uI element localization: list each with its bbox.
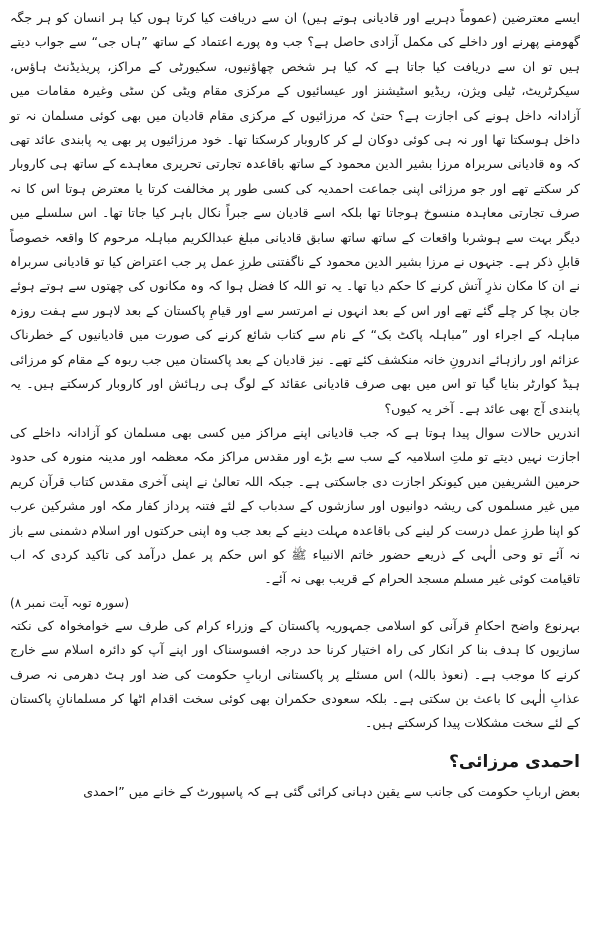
verse-reference: (سورہ توبہ آیت نمبر ۸) xyxy=(10,595,130,610)
paragraph-conditions: اندریں حالات سوال پیدا ہوتا ہے کہ جب قادیانی اپنے مراکز میں کسی بھی مسلمان کو آزادانہ داخلے کی اجازت نہیں دیتے تو ملتِ اسلامیہ کے سب سے بڑے اور مقدس مراکز مکہ معظمہ اور مدینہ منورہ کی حدود حرمین الشریفین میں کیونکر اجازت دی جاسکتی ہے۔ جبکہ اللہ تعالیٰ نے اپنی آخری مقدس کتاب قرآن کریم میں غیر مسلموں کی ریشہ دوانیوں اور سازشوں کے سدباب کے لئے فتنہ پرداز کفار مکہ اور مشرکین عرب کو اپنا طرزِ عمل درست کر لینے کی باقاعدہ مہلت دینے کے بعد جب وہ اپنی حرکتوں اور اسلام دشمنی سے باز نہ آئے تو وحی الٰہی کے ذریعے حضور خاتم الانبیاء ﷺ کو اس حکم پر عمل درآمد کی تاکید کردی کہ اب تاقیامت کوئی غیر مسلم مسجد الحرام کے قریب بھی نہ آئے۔ xyxy=(10,424,580,587)
paragraph-passport: بعض اربابِ حکومت کی جانب سے یقین دہانی کرائی گئی ہے کہ پاسپورٹ کے خانے میں ”احمدی xyxy=(83,783,580,799)
paragraph-intro: ایسے معترضین (عموماً دہریے اور قادیانی ہوتے ہیں) ان سے دریافت کیا کرتا ہوں کیا ہر انسان کو ہر جگہ گھومنے پھرنے اور داخلے کی مکمل آزادی حاصل ہے؟ جب وہ پورے اعتماد کے ساتھ ”ہاں جی“ سے جواب دیتے ہیں تو ان سے دریافت کیا جاتا ہے کہ کیا ہر شخص چھاؤنیوں، سکیورٹی کے مراکز، پریذیڈنٹ ہاؤس، سیکرٹریٹ، ٹیلی ویژن، ریڈیو اسٹیشنز اور عیسائیوں کے مرکزی مقام ویٹی کن سٹی وغیرہ مقامات میں آزادانہ داخل ہونے کی اجازت ہے؟ حتیٰ کہ مرزائیوں کے مرکزی مقام قادیان میں بھی کوئی مسلمان نہ تو داخل ہوسکتا تھا اور نہ ہی کوئی دوکان لے کر کاروبار کرسکتا تھا۔ خود مرزائیوں پر بھی یہ پابندی عائد تھی کہ وہ قادیانی سربراہ مرزا بشیر الدین محمود کے ساتھ باقاعدہ تجارتی تحریری معاہدے کے ساتھ ہی کاروبار کر سکتے تھے اور جو مرزائی اپنی جماعت احمدیہ کی کسی طور پر مخالفت کرتا یا معترض ہوتا اس کا نہ صرف تجارتی معاہدہ منسوخ ہوجاتا تھا بلکہ اسے قادیان سے جبراً نکال باہر کیا جاتا تھا۔ اس سلسلے میں دیگر بہت سے ہوشربا واقعات کے ساتھ ساتھ سابق قادیانی مبلغ عبدالکریم مباہلہ مرحوم کا واقعہ خصوصاً قابلِ ذکر ہے۔ جنہوں نے مرزا بشیر الدین محمود کے ناگفتنی طرزِ عمل پر جب اعتراض کیا تو قادیانی سربراہ نے ان کا مکان نذرِ آتش کرنے کا حکم دیا تھا۔ یہ تو اللہ کا فضل ہوا کہ وہ مکانوں کی چھتوں سے ہوتے ہوئے جان بچا کر چلے گئے تھے اور اس کے بعد انہوں نے امرتسر سے اور قیامِ پاکستان کے بعد لاہور سے ہفت روزہ مباہلہ کے اجراء اور ”مباہلہ پاکٹ بک“ کے نام سے کتاب شائع کرنے کی صورت میں قادیانیوں کے خطرناک عزائم اور رازہائے اندرونِ خانہ منکشف کئے تھے۔ نیز قادیان کے بعد پاکستان میں جب ربوہ کے مقام کو مرزائی ہیڈ کوارٹر بنایا گیا تو اس میں بھی صرف قادیانی عقائد کے لوگ ہی رہائش اور کاروبار کرسکتے ہیں۔ یہ پابندی آج بھی عائد ہے۔ آخر یہ کیوں؟ xyxy=(10,10,580,416)
paragraph-conclusion: بہرنوع واضح احکامِ قرآنی کو اسلامی جمہوریہ پاکستان کے وزراء کرام کی طرف سے خوامخواہ کی نکتہ سازیوں کا ہدف بنا کر انکار کی راہ اختیار کرنا حد درجہ افسوسناک اور اپنے آپ کو دائرہ اسلام سے خارج کرنے کا موجب ہے۔ (نعوذ باللہ) اس مسئلے پر پاکستانی اربابِ حکومت کی ضد اور ہٹ دھرمی نہ صرف عذابِ الٰہی کا باعث بن سکتی ہے۔ بلکہ سعودی حکمران بھی کوئی سخت اقدام اٹھا کر مسلمانانِ پاکستان کے لئے سخت مشکلات پیدا کرسکتے ہیں۔ xyxy=(10,617,580,731)
section-heading: احمدی مرزائی؟ xyxy=(449,751,580,772)
